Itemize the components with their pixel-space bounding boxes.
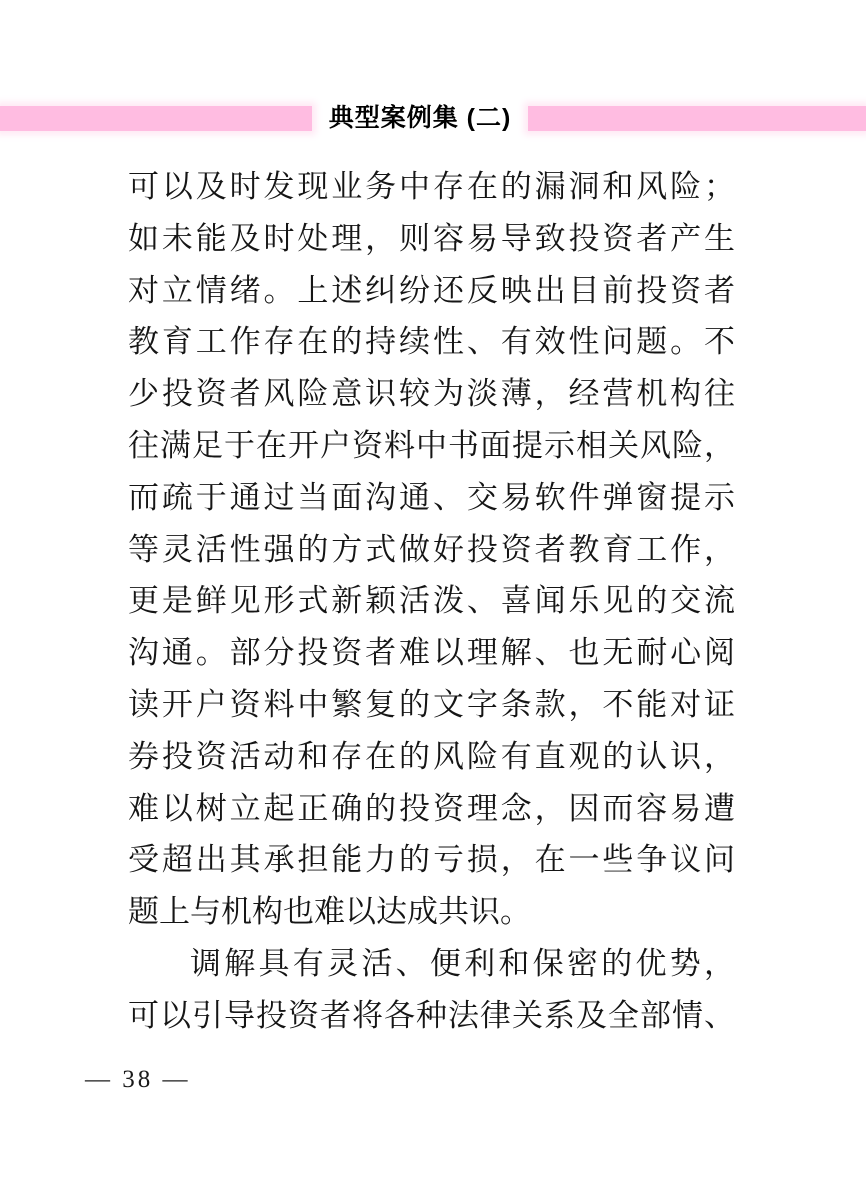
text-line: 对立情绪。上述纠纷还反映出目前投资者 <box>128 272 735 308</box>
text-line: 更是鲜见形式新颖活泼、喜闻乐见的交流 <box>128 583 735 619</box>
body-text <box>128 161 735 1042</box>
text-line: 而疏于通过当面沟通、交易软件弹窗提示 <box>128 479 735 515</box>
header-bar-right <box>528 106 866 131</box>
text-line: 往满足于在开户资料中书面提示相关风险， <box>128 427 735 463</box>
text-line: 如未能及时处理，则容易导致投资者产生 <box>128 220 735 256</box>
text-line: 可以引导投资者将各种法律关系及全部情、 <box>128 997 735 1033</box>
page-number: — 38 — <box>85 1066 191 1093</box>
text-line: 沟通。部分投资者难以理解、也无耐心阅 <box>128 635 735 671</box>
header-title: 典型案例集 (二) <box>328 104 512 132</box>
text-line: 等灵活性强的方式做好投资者教育工作， <box>128 531 735 567</box>
text-line: 难以树立起正确的投资理念，因而容易遭 <box>128 790 735 826</box>
text-line: 券投资活动和存在的风险有直观的认识， <box>128 738 735 774</box>
page-header <box>0 106 866 131</box>
text-line: 读开户资料中繁复的文字条款，不能对证 <box>128 686 735 722</box>
text-line: 少投资者风险意识较为淡薄，经营机构往 <box>128 376 735 412</box>
text-line: 题上与机构也难以达成共识。 <box>128 894 531 930</box>
header-bar-left <box>0 106 312 131</box>
text-line: 调解具有灵活、便利和保密的优势， <box>190 945 735 981</box>
text-line: 受超出其承担能力的亏损，在一些争议问 <box>128 842 735 878</box>
text-line: 可以及时发现业务中存在的漏洞和风险； <box>128 169 735 204</box>
text-line: 教育工作存在的持续性、有效性问题。不 <box>128 324 735 360</box>
